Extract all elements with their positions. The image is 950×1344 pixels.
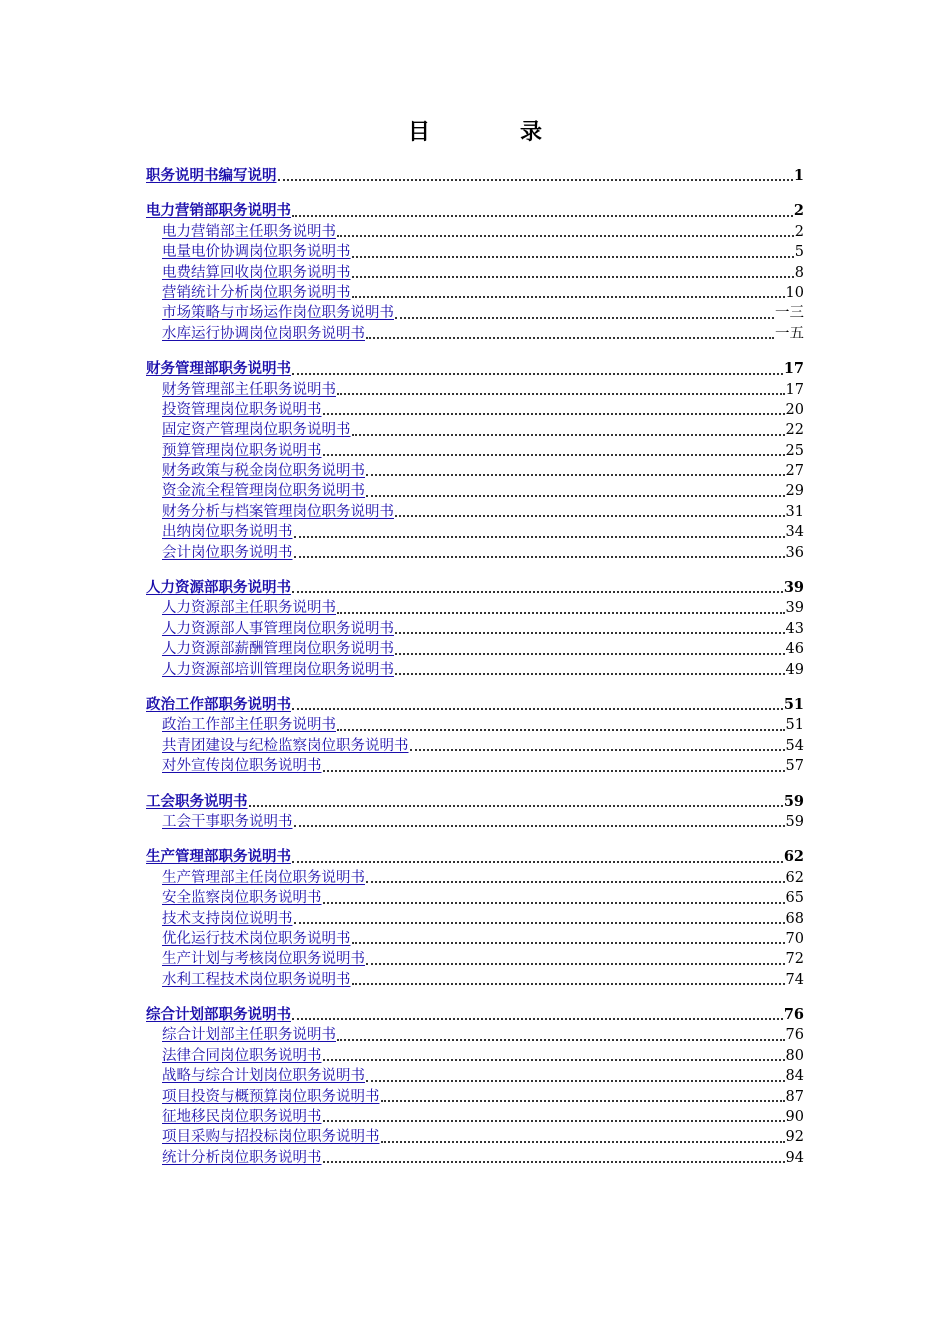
toc-entry[interactable] — [146, 888, 804, 908]
toc-section-heading[interactable] — [146, 359, 804, 379]
page-number: 84 — [785, 1068, 804, 1085]
page-number: 8 — [794, 264, 804, 281]
page-number: 2 — [794, 223, 804, 240]
toc-section-heading[interactable] — [146, 1005, 804, 1025]
toc-link[interactable]: 财务管理部主任职务说明书 — [162, 381, 336, 398]
page-number: 51 — [783, 695, 804, 713]
toc-entry[interactable] — [146, 1107, 804, 1127]
toc-entry[interactable] — [146, 400, 804, 420]
toc-section — [146, 359, 804, 563]
dot-leader — [395, 673, 785, 675]
toc-section — [146, 792, 804, 833]
dot-leader — [366, 495, 785, 497]
dot-leader — [323, 902, 785, 904]
toc-entry[interactable] — [146, 868, 804, 888]
toc-link[interactable]: 综合计划部职务说明书 — [146, 1006, 291, 1024]
toc-link[interactable]: 项目采购与招投标岗位职务说明书 — [162, 1129, 380, 1146]
toc-link[interactable]: 人力资源部职务说明书 — [146, 579, 291, 597]
dot-leader — [352, 434, 785, 436]
dot-leader — [352, 296, 785, 298]
page-number: 92 — [785, 1129, 804, 1146]
page-number: 22 — [785, 422, 804, 439]
dot-leader — [337, 729, 785, 731]
page-number: 36 — [785, 544, 804, 561]
page-number: 25 — [785, 442, 804, 459]
page-number: 43 — [785, 620, 804, 637]
toc-entry[interactable] — [146, 522, 804, 542]
toc-link[interactable]: 财务分析与档案管理岗位职务说明书 — [162, 503, 394, 520]
dot-leader — [323, 770, 785, 772]
toc-link[interactable]: 技术支持岗位说明书 — [162, 910, 293, 927]
toc-link[interactable]: 电力营销部主任职务说明书 — [162, 223, 336, 240]
toc-link[interactable]: 工会干事职务说明书 — [162, 813, 293, 830]
dot-leader — [366, 1080, 785, 1082]
page-number: 59 — [783, 792, 804, 810]
toc-section-heading[interactable] — [146, 578, 804, 598]
page-number: 68 — [785, 910, 804, 927]
toc-link[interactable]: 固定资产管理岗位职务说明书 — [162, 422, 351, 439]
page-number: 10 — [785, 284, 804, 301]
toc-entry[interactable] — [146, 1087, 804, 1107]
toc-link[interactable]: 安全监察岗位职务说明书 — [162, 890, 322, 907]
dot-leader — [366, 337, 774, 339]
toc-entry[interactable] — [146, 1046, 804, 1066]
page-number: 34 — [785, 524, 804, 541]
toc-entry[interactable] — [146, 543, 804, 563]
toc-entry[interactable] — [146, 242, 804, 262]
toc-entry[interactable] — [146, 715, 804, 735]
toc-title — [146, 112, 804, 152]
page-number: 20 — [785, 401, 804, 418]
page-number: 一三 — [775, 305, 804, 322]
page-number: 17 — [785, 381, 804, 398]
page-number: 65 — [785, 890, 804, 907]
toc-link[interactable]: 法律合同岗位职务说明书 — [162, 1047, 322, 1064]
toc-link[interactable]: 生产管理部主任岗位职务说明书 — [162, 869, 365, 886]
page-number: 76 — [785, 1027, 804, 1044]
dot-leader — [292, 591, 783, 593]
dot-leader — [352, 942, 785, 944]
dot-leader — [249, 805, 783, 807]
toc-link[interactable]: 生产计划与考核岗位职务说明书 — [162, 951, 365, 968]
page-number: 74 — [785, 971, 804, 988]
toc-link[interactable]: 市场策略与市场运作岗位职务说明书 — [162, 305, 394, 322]
toc-link[interactable]: 人力资源部主任职务说明书 — [162, 600, 336, 617]
dot-leader — [352, 276, 794, 278]
toc-entry[interactable] — [146, 1127, 804, 1147]
dot-leader — [323, 1161, 785, 1163]
dot-leader — [366, 881, 785, 883]
toc-section — [146, 847, 804, 990]
dot-leader — [294, 536, 785, 538]
dot-leader — [292, 861, 783, 863]
toc-entry[interactable] — [146, 380, 804, 400]
page-number: 1 — [793, 167, 804, 184]
page-number: 80 — [785, 1047, 804, 1064]
toc-link[interactable]: 工会职务说明书 — [146, 792, 248, 810]
dot-leader — [337, 235, 794, 237]
page-number: 62 — [785, 869, 804, 886]
toc-link[interactable]: 出纳岗位职务说明书 — [162, 524, 293, 541]
page-number: 46 — [785, 641, 804, 658]
toc-link[interactable]: 共青团建设与纪检监察岗位职务说明书 — [162, 737, 409, 754]
toc-entry[interactable] — [146, 949, 804, 969]
dot-leader — [395, 515, 785, 517]
dot-leader — [337, 612, 785, 614]
toc-link[interactable]: 电费结算回收岗位职务说明书 — [162, 264, 351, 281]
toc-entry[interactable] — [146, 263, 804, 283]
dot-leader — [323, 1120, 785, 1122]
dot-leader — [366, 963, 785, 965]
toc-section-heading[interactable] — [146, 166, 804, 186]
toc-link[interactable]: 政治工作部主任职务说明书 — [162, 717, 336, 734]
toc-link[interactable]: 对外宣传岗位职务说明书 — [162, 758, 322, 775]
toc-title-char-2: 录 — [520, 119, 543, 145]
toc-entry[interactable] — [146, 324, 804, 344]
toc-link[interactable]: 职务说明书编写说明 — [146, 167, 277, 184]
toc-link[interactable]: 生产管理部职务说明书 — [146, 848, 291, 866]
toc-link[interactable]: 优化运行技术岗位职务说明书 — [162, 930, 351, 947]
toc-entry[interactable] — [146, 1148, 804, 1168]
toc-link[interactable]: 预算管理岗位职务说明书 — [162, 442, 322, 459]
toc-section — [146, 578, 804, 680]
toc-section-heading[interactable] — [146, 201, 804, 221]
dot-leader — [352, 983, 785, 985]
toc-section — [146, 695, 804, 777]
page-number: 39 — [785, 600, 804, 617]
toc-entry[interactable] — [146, 639, 804, 659]
toc-entry[interactable] — [146, 283, 804, 303]
toc-link[interactable]: 资金流全程管理岗位职务说明书 — [162, 483, 365, 500]
toc-link[interactable]: 综合计划部主任职务说明书 — [162, 1027, 336, 1044]
toc-link[interactable]: 电力营销部职务说明书 — [146, 202, 291, 220]
page-number: 62 — [783, 848, 804, 866]
toc-page — [146, 112, 804, 1183]
toc-section-heading[interactable] — [146, 695, 804, 715]
toc-link[interactable]: 营销统计分析岗位职务说明书 — [162, 284, 351, 301]
toc-link[interactable]: 项目投资与概预算岗位职务说明书 — [162, 1088, 380, 1105]
toc-entry[interactable] — [146, 812, 804, 832]
toc-entry[interactable] — [146, 970, 804, 990]
dot-leader — [278, 179, 793, 181]
dot-leader — [352, 256, 794, 258]
dot-leader — [395, 632, 785, 634]
toc-link[interactable]: 政治工作部职务说明书 — [146, 695, 291, 713]
toc-link[interactable]: 财务政策与税金岗位职务说明书 — [162, 463, 365, 480]
dot-leader — [395, 653, 785, 655]
toc-entry[interactable] — [146, 461, 804, 481]
toc-link[interactable]: 征地移民岗位职务说明书 — [162, 1109, 322, 1126]
toc-link[interactable]: 财务管理部职务说明书 — [146, 360, 291, 378]
toc-entry[interactable] — [146, 736, 804, 756]
toc-entry[interactable] — [146, 1066, 804, 1086]
page-number: 59 — [785, 813, 804, 830]
dot-leader — [337, 393, 785, 395]
page-number: 54 — [785, 737, 804, 754]
page-number: 29 — [785, 483, 804, 500]
toc-link[interactable]: 水利工程技术岗位职务说明书 — [162, 971, 351, 988]
toc-section — [146, 201, 804, 344]
dot-leader — [292, 708, 783, 710]
toc-entry[interactable] — [146, 1025, 804, 1045]
page-number: 72 — [785, 951, 804, 968]
toc-section — [146, 166, 804, 186]
toc-section-heading[interactable] — [146, 847, 804, 867]
page-number: 94 — [785, 1149, 804, 1166]
toc-link[interactable]: 投资管理岗位职务说明书 — [162, 401, 322, 418]
page-number: 49 — [785, 661, 804, 678]
page-number: 31 — [785, 503, 804, 520]
page-number: 90 — [785, 1109, 804, 1126]
page-number: 76 — [783, 1006, 804, 1024]
toc-entry[interactable] — [146, 619, 804, 639]
toc-link[interactable]: 统计分析岗位职务说明书 — [162, 1149, 322, 1166]
toc-link[interactable]: 会计岗位职务说明书 — [162, 544, 293, 561]
dot-leader — [294, 556, 785, 558]
toc-title-char-1: 目 — [407, 119, 430, 145]
toc-entry[interactable] — [146, 929, 804, 949]
toc-entry[interactable] — [146, 502, 804, 522]
page-number: 39 — [783, 579, 804, 597]
page-number: 5 — [794, 244, 804, 261]
dot-leader — [381, 1100, 785, 1102]
toc-link[interactable]: 电量电价协调岗位职务说明书 — [162, 244, 351, 261]
toc-entry[interactable] — [146, 441, 804, 461]
dot-leader — [294, 825, 785, 827]
toc-entry[interactable] — [146, 481, 804, 501]
toc-entry[interactable] — [146, 909, 804, 929]
dot-leader — [337, 1039, 785, 1041]
toc-section — [146, 1005, 804, 1168]
toc-link[interactable]: 人力资源部薪酬管理岗位职务说明书 — [162, 641, 394, 658]
page-number: 57 — [785, 758, 804, 775]
toc-entry[interactable] — [146, 222, 804, 242]
toc-entry[interactable] — [146, 660, 804, 680]
dot-leader — [323, 1059, 785, 1061]
toc-entry[interactable] — [146, 303, 804, 323]
dot-leader — [410, 749, 785, 751]
page-number: 87 — [785, 1088, 804, 1105]
page-number: 27 — [785, 463, 804, 480]
toc-entry[interactable] — [146, 598, 804, 618]
dot-leader — [292, 215, 793, 217]
dot-leader — [381, 1141, 785, 1143]
toc-link[interactable]: 战略与综合计划岗位职务说明书 — [162, 1068, 365, 1085]
dot-leader — [366, 474, 785, 476]
toc-section-heading[interactable] — [146, 792, 804, 812]
dot-leader — [323, 413, 785, 415]
dot-leader — [323, 454, 785, 456]
page-number: 2 — [793, 202, 804, 220]
page-number: 17 — [783, 360, 804, 378]
toc-list — [146, 166, 804, 1168]
page-number: 51 — [785, 717, 804, 734]
page-number: 一五 — [775, 325, 804, 342]
toc-link[interactable]: 人力资源部人事管理岗位职务说明书 — [162, 620, 394, 637]
toc-link[interactable]: 水库运行协调岗位岗职务说明书 — [162, 325, 365, 342]
dot-leader — [395, 317, 774, 319]
dot-leader — [292, 1018, 783, 1020]
toc-link[interactable]: 人力资源部培训管理岗位职务说明书 — [162, 661, 394, 678]
dot-leader — [294, 922, 785, 924]
dot-leader — [292, 373, 783, 375]
toc-entry[interactable] — [146, 420, 804, 440]
page-number: 70 — [785, 930, 804, 947]
toc-entry[interactable] — [146, 756, 804, 776]
